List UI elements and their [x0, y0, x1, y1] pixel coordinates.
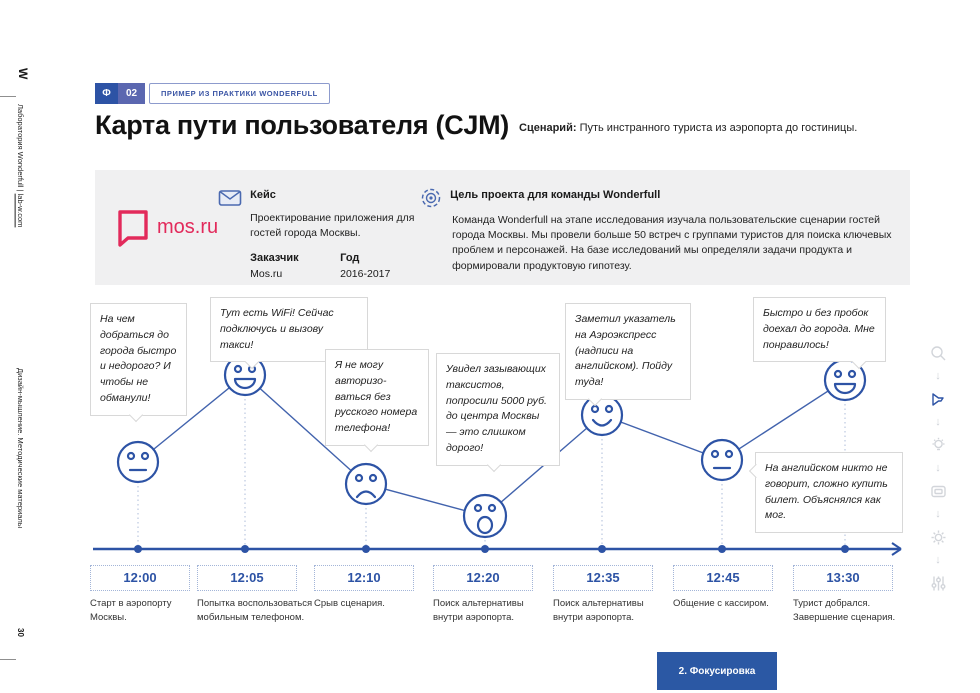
client-value: Mos.ru — [250, 268, 283, 281]
badge-letter: Ф — [95, 83, 118, 104]
speech-bubble-logo-icon — [115, 208, 151, 248]
time-label: 13:30 — [793, 565, 893, 591]
quote-bubble: Быстро и без пробок доехал до города. Мне понравилось! — [753, 297, 886, 362]
quote-bubble: Увидел зазывающих таксистов, попросили 5000 руб. до центра Москвы — это слишком дорого! — [436, 353, 560, 466]
client-label: Заказчик — [250, 252, 299, 265]
series-title: Дизайн-мышление. Методические материалы — [16, 368, 25, 529]
scenario-label: Сценарий: — [519, 122, 577, 134]
case-title: Кейс — [250, 189, 276, 201]
goal-description: Команда Wonderfull на этапе исследования изучала пользовательские сценарии гостей города Москвы. Мы провели больше 50 встреч с группами туристов для поиска ключевых проблем и персонажей. На базе исследований мы определяли задачи продукта и формировали продуктовую гипотезу. — [452, 214, 892, 272]
page-number: 30 — [16, 628, 25, 637]
lab-site-link[interactable]: lab-w.com — [16, 193, 25, 228]
time-label: 12:10 — [314, 565, 414, 591]
search-icon[interactable] — [930, 345, 947, 362]
mood-face-neutral — [702, 440, 742, 480]
year-value: 2016-2017 — [340, 268, 391, 281]
quote-bubble: Я не могу авторизо-ваться без русского номера телефона! — [325, 349, 429, 446]
case-description: Проектирование приложения для гостей города Москвы. — [250, 212, 415, 240]
arrow-down-icon: ↓ — [935, 508, 941, 520]
arrow-down-icon: ↓ — [935, 554, 941, 566]
arrow-down-icon: ↓ — [935, 462, 941, 474]
step-caption: Поиск альтернативы внутри аэропорта. — [433, 598, 524, 624]
scenario-subtitle — [519, 122, 857, 141]
badge-label: ПРИМЕР ИЗ ПРАКТИКИ WONDERFULL — [149, 83, 330, 104]
rail-divider — [0, 96, 16, 97]
mood-face-distressed — [464, 495, 506, 537]
mos-ru-logo — [115, 208, 218, 248]
lab-logo: W — [16, 68, 30, 81]
step-caption: Срыв сценария. — [314, 598, 385, 609]
briefcase-icon — [218, 187, 242, 207]
page-title: Карта пути пользователя (CJM) — [95, 110, 509, 140]
quote-bubble: На чем добраться до города быстро и недорого? И чтобы не обманули! — [90, 303, 187, 416]
badge-number: 02 — [118, 83, 145, 104]
time-label: 12:35 — [553, 565, 653, 591]
case-panel — [95, 170, 910, 285]
rail-divider — [0, 659, 16, 660]
step-caption: Поиск альтернативы внутри аэропорта. — [553, 598, 644, 624]
filter-funnel-icon[interactable] — [930, 391, 947, 408]
target-icon — [420, 187, 442, 209]
year-label: Год — [340, 252, 360, 265]
mood-face-sad — [346, 464, 386, 504]
lab-credit — [16, 104, 25, 227]
goal-title: Цель проекта для команды Wonderfull — [450, 189, 661, 201]
time-label: 12:00 — [90, 565, 190, 591]
mood-face-happy — [582, 395, 622, 435]
mood-face-neutral — [118, 442, 158, 482]
stage-focus-button[interactable]: 2. Фокусировка — [657, 652, 777, 690]
time-label: 12:05 — [197, 565, 297, 591]
sliders-icon[interactable] — [930, 575, 947, 592]
arrow-down-icon: ↓ — [935, 370, 941, 382]
mos-ru-logo-text: mos.ru — [157, 216, 219, 238]
step-caption: Общение с кассиром. — [673, 598, 769, 609]
quote-bubble: Тут есть WiFi! Сейчас подключусь и вызову такси! — [210, 297, 368, 362]
lab-name: Лаборатория Wonderfull — [16, 104, 25, 188]
design-thinking-stage-toolbar — [924, 345, 952, 592]
prototype-icon[interactable] — [930, 483, 947, 500]
time-label: 12:45 — [673, 565, 773, 591]
scenario-text: Путь инстранного туриста из аэропорта до гостиницы. — [579, 122, 858, 134]
quote-bubble: Заметил указатель на Аэроэкспресс (надписи на английском). Пойду туда! — [565, 303, 691, 400]
time-label: 12:20 — [433, 565, 533, 591]
timeline-axis — [93, 543, 901, 555]
step-caption: Попытка воспользоваться мобильным телефоном. — [197, 598, 313, 624]
quote-bubble: На английском никто не говорит, сложно купить билет. Объяснялся как мог. — [755, 452, 903, 533]
section-badge — [95, 83, 330, 104]
step-caption: Турист добрался. Завершение сценария. — [793, 598, 896, 624]
separator: | — [16, 189, 25, 192]
gear-icon[interactable] — [930, 529, 947, 546]
arrow-down-icon: ↓ — [935, 416, 941, 428]
lightbulb-icon[interactable] — [930, 437, 947, 454]
step-caption: Старт в аэропорту Москвы. — [90, 598, 172, 624]
